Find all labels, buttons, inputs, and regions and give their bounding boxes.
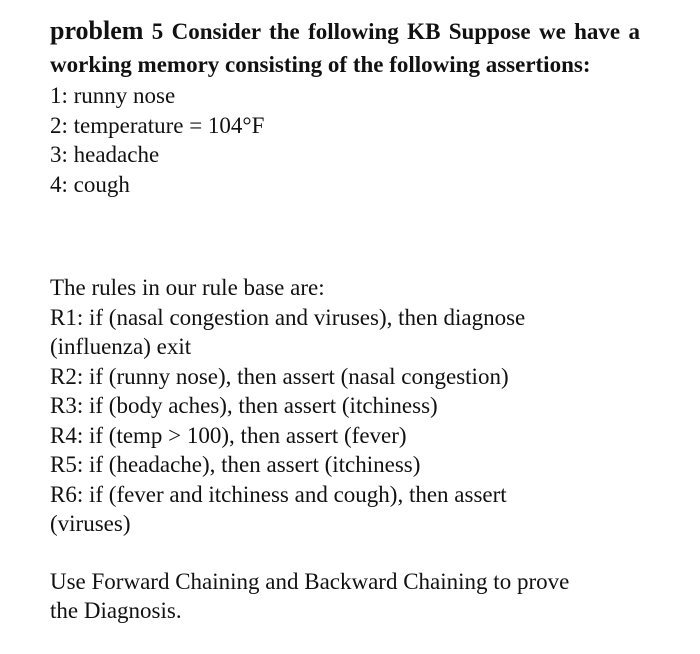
problem-label: problem bbox=[50, 16, 144, 45]
rule-line: R3: if (body aches), then assert (itchiness) bbox=[50, 393, 438, 418]
working-memory-list bbox=[50, 81, 640, 199]
rules-intro: The rules in our rule base are: bbox=[50, 275, 325, 300]
rule-base bbox=[50, 273, 640, 539]
working-memory-item: 3: headache bbox=[50, 142, 160, 167]
rule-line: (viruses) bbox=[50, 511, 131, 536]
rule-line: R2: if (runny nose), then assert (nasal congestion) bbox=[50, 363, 509, 389]
instruction bbox=[50, 567, 640, 626]
rule-line: R6: if (fever and itchiness and cough), then assert bbox=[50, 481, 507, 507]
working-memory-item: 4: cough bbox=[50, 171, 130, 197]
working-memory-item: 2: temperature = 104°F bbox=[50, 112, 265, 138]
rule-line: (influenza) exit bbox=[50, 334, 192, 359]
rule-line: R1: if (nasal congestion and viruses), then diagnose bbox=[50, 304, 526, 330]
instruction-line: the Diagnosis. bbox=[50, 598, 182, 623]
working-memory-item: 1: runny nose bbox=[50, 83, 176, 108]
problem-heading bbox=[50, 14, 640, 81]
problem-document bbox=[50, 14, 640, 626]
instruction-line: Use Forward Chaining and Backward Chaining to prove bbox=[50, 568, 570, 594]
problem-intro: 5 Consider the following KB Suppose we have a working memory consisting of the following assertions: bbox=[50, 19, 640, 77]
rule-line: R4: if (temp > 100), then assert (fever) bbox=[50, 422, 407, 448]
rule-line: R5: if (headache), then assert (itchiness) bbox=[50, 452, 421, 477]
